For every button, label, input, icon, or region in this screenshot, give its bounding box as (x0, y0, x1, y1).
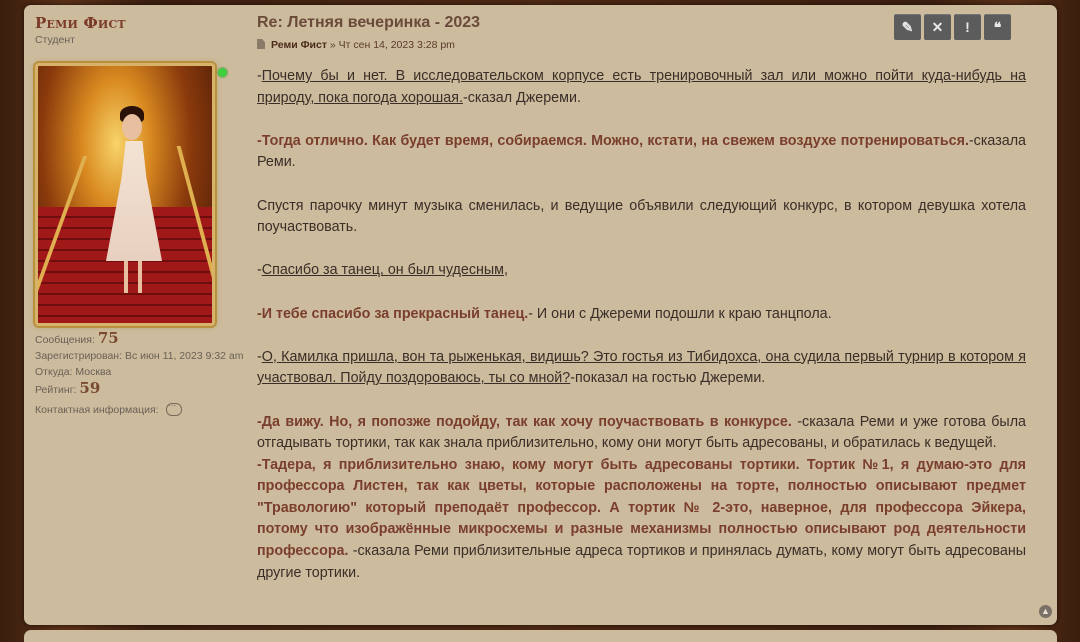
paragraph-8 (257, 455, 1026, 585)
paragraph-4 (257, 260, 1026, 282)
online-status-icon (218, 68, 227, 77)
chevron-up-icon: ▲ (1041, 606, 1050, 616)
post-content (257, 66, 1026, 584)
plain-text: -показал на гостью Джереми. (570, 370, 766, 387)
stat-posts (35, 329, 250, 347)
bold-text: -И тебе спасибо за прекрасный танец. (257, 305, 529, 322)
paragraph-5 (257, 304, 1026, 326)
stat-rating (35, 379, 250, 397)
plain-text: -сказала Реми. (257, 132, 1026, 171)
registered-value: Вс июн 11, 2023 9:32 am (124, 350, 244, 362)
back-to-top-button[interactable] (1039, 605, 1052, 618)
edit-button[interactable] (894, 14, 921, 40)
rating-value: 59 (79, 379, 101, 397)
report-button[interactable] (954, 14, 981, 40)
chat-bubble-icon[interactable] (166, 403, 182, 416)
underlined-text: О, Камилка пришла, вон та рыженькая, видишь? Это гостья из Тибидохса, она судила первый турнир в котором я участвовал. Пойду поздороваюсь, ты со мной? (257, 348, 1026, 387)
post-title[interactable]: Re: Летняя вечеринка - 2023 (257, 14, 481, 31)
plain-text: -сказала Реми приблизительные адреса тортиков и принялась думать, кому могут быть адресованы другие тортики. (257, 543, 1026, 581)
registered-label: Зарегистрирован: (35, 350, 123, 362)
text-dash: - (257, 262, 262, 279)
post-document-icon[interactable] (257, 39, 265, 49)
avatar (35, 63, 215, 326)
text-dash: - (257, 348, 262, 365)
location-value: Москва (75, 366, 112, 378)
delete-button[interactable] (924, 14, 951, 40)
paragraph-6 (257, 347, 1026, 390)
plain-text: -сказала Реми и уже готова была отгадывать тортики, так как знала приблизительно, кому они могут быть адресованы, и обратилась к ведущей. (257, 413, 1027, 452)
post-meta (257, 39, 1027, 52)
post-container (24, 5, 1057, 625)
rating-label: Рейтинг: (35, 384, 77, 396)
underlined-text: Спасибо за танец, он был чудесным (261, 262, 504, 279)
text-dash: - (257, 68, 262, 84)
stat-contact (35, 403, 250, 417)
paragraph-2 (257, 131, 1026, 174)
bold-text: -Тадера, я приблизительно знаю, кому могут быть адресованы тортики. Тортик №1, я думаю-это для профессора Листен, так как цветы, которые расположены на торте, полностью описывают предмет "Травологию" который преподаёт профессор. А тортик № 2-это, наверное, для профессора Эйкера, потому что изображённые микросхемы и разные механизмы полностью описывают род деятельности профессора. (257, 456, 1026, 560)
paragraph-7 (257, 412, 1026, 455)
user-stats (35, 329, 250, 420)
next-post-container (24, 630, 1057, 642)
avatar-head (122, 114, 142, 140)
posts-label: Сообщения: (35, 334, 95, 346)
username[interactable]: Реми Фист (35, 14, 126, 32)
paragraph-1 (257, 66, 1026, 109)
paragraph-3: Спустя парочку минут музыка сменилась, и ведущие объявили следующий конкурс, в котором девушка хотела поучаствовать. (257, 197, 1026, 236)
avatar-legs (124, 261, 142, 293)
meta-separator: » (326, 39, 339, 51)
stat-registered (35, 350, 250, 363)
plain-text: - И они с Джереми подошли к краю танцпола. (528, 305, 832, 322)
plain-text: , (504, 262, 508, 279)
post-date: Чт сен 14, 2023 3:28 pm (338, 39, 455, 51)
pencil-icon: ✎ (901, 19, 914, 35)
close-icon: ✕ (931, 19, 944, 35)
plain-text: -сказал Джереми. (462, 89, 581, 106)
quote-button[interactable] (984, 14, 1011, 40)
bold-text: -Да вижу. Но, я попозже подойду, так как хочу поучаствовать в конкурсе. (257, 413, 792, 430)
user-rank: Студент (35, 34, 75, 46)
contact-label: Контактная информация: (35, 404, 159, 416)
post-author[interactable]: Реми Фист (271, 39, 327, 51)
quote-icon: ❝ (993, 19, 1002, 35)
post-body (257, 13, 1027, 584)
posts-value[interactable]: 75 (97, 329, 119, 347)
stat-location (35, 366, 250, 379)
exclamation-icon: ! (965, 19, 970, 35)
underlined-text: Почему бы и нет. В исследовательском корпусе есть тренировочный зал или можно пойти куда-нибудь на природу, пока погода хорошая. (257, 68, 1026, 106)
bold-text: -Тогда отлично. Как будет время, собираемся. Можно, кстати, на свежем воздухе потренироваться. (257, 132, 969, 149)
post-profile (35, 14, 250, 416)
location-label: Откуда: (35, 366, 73, 378)
